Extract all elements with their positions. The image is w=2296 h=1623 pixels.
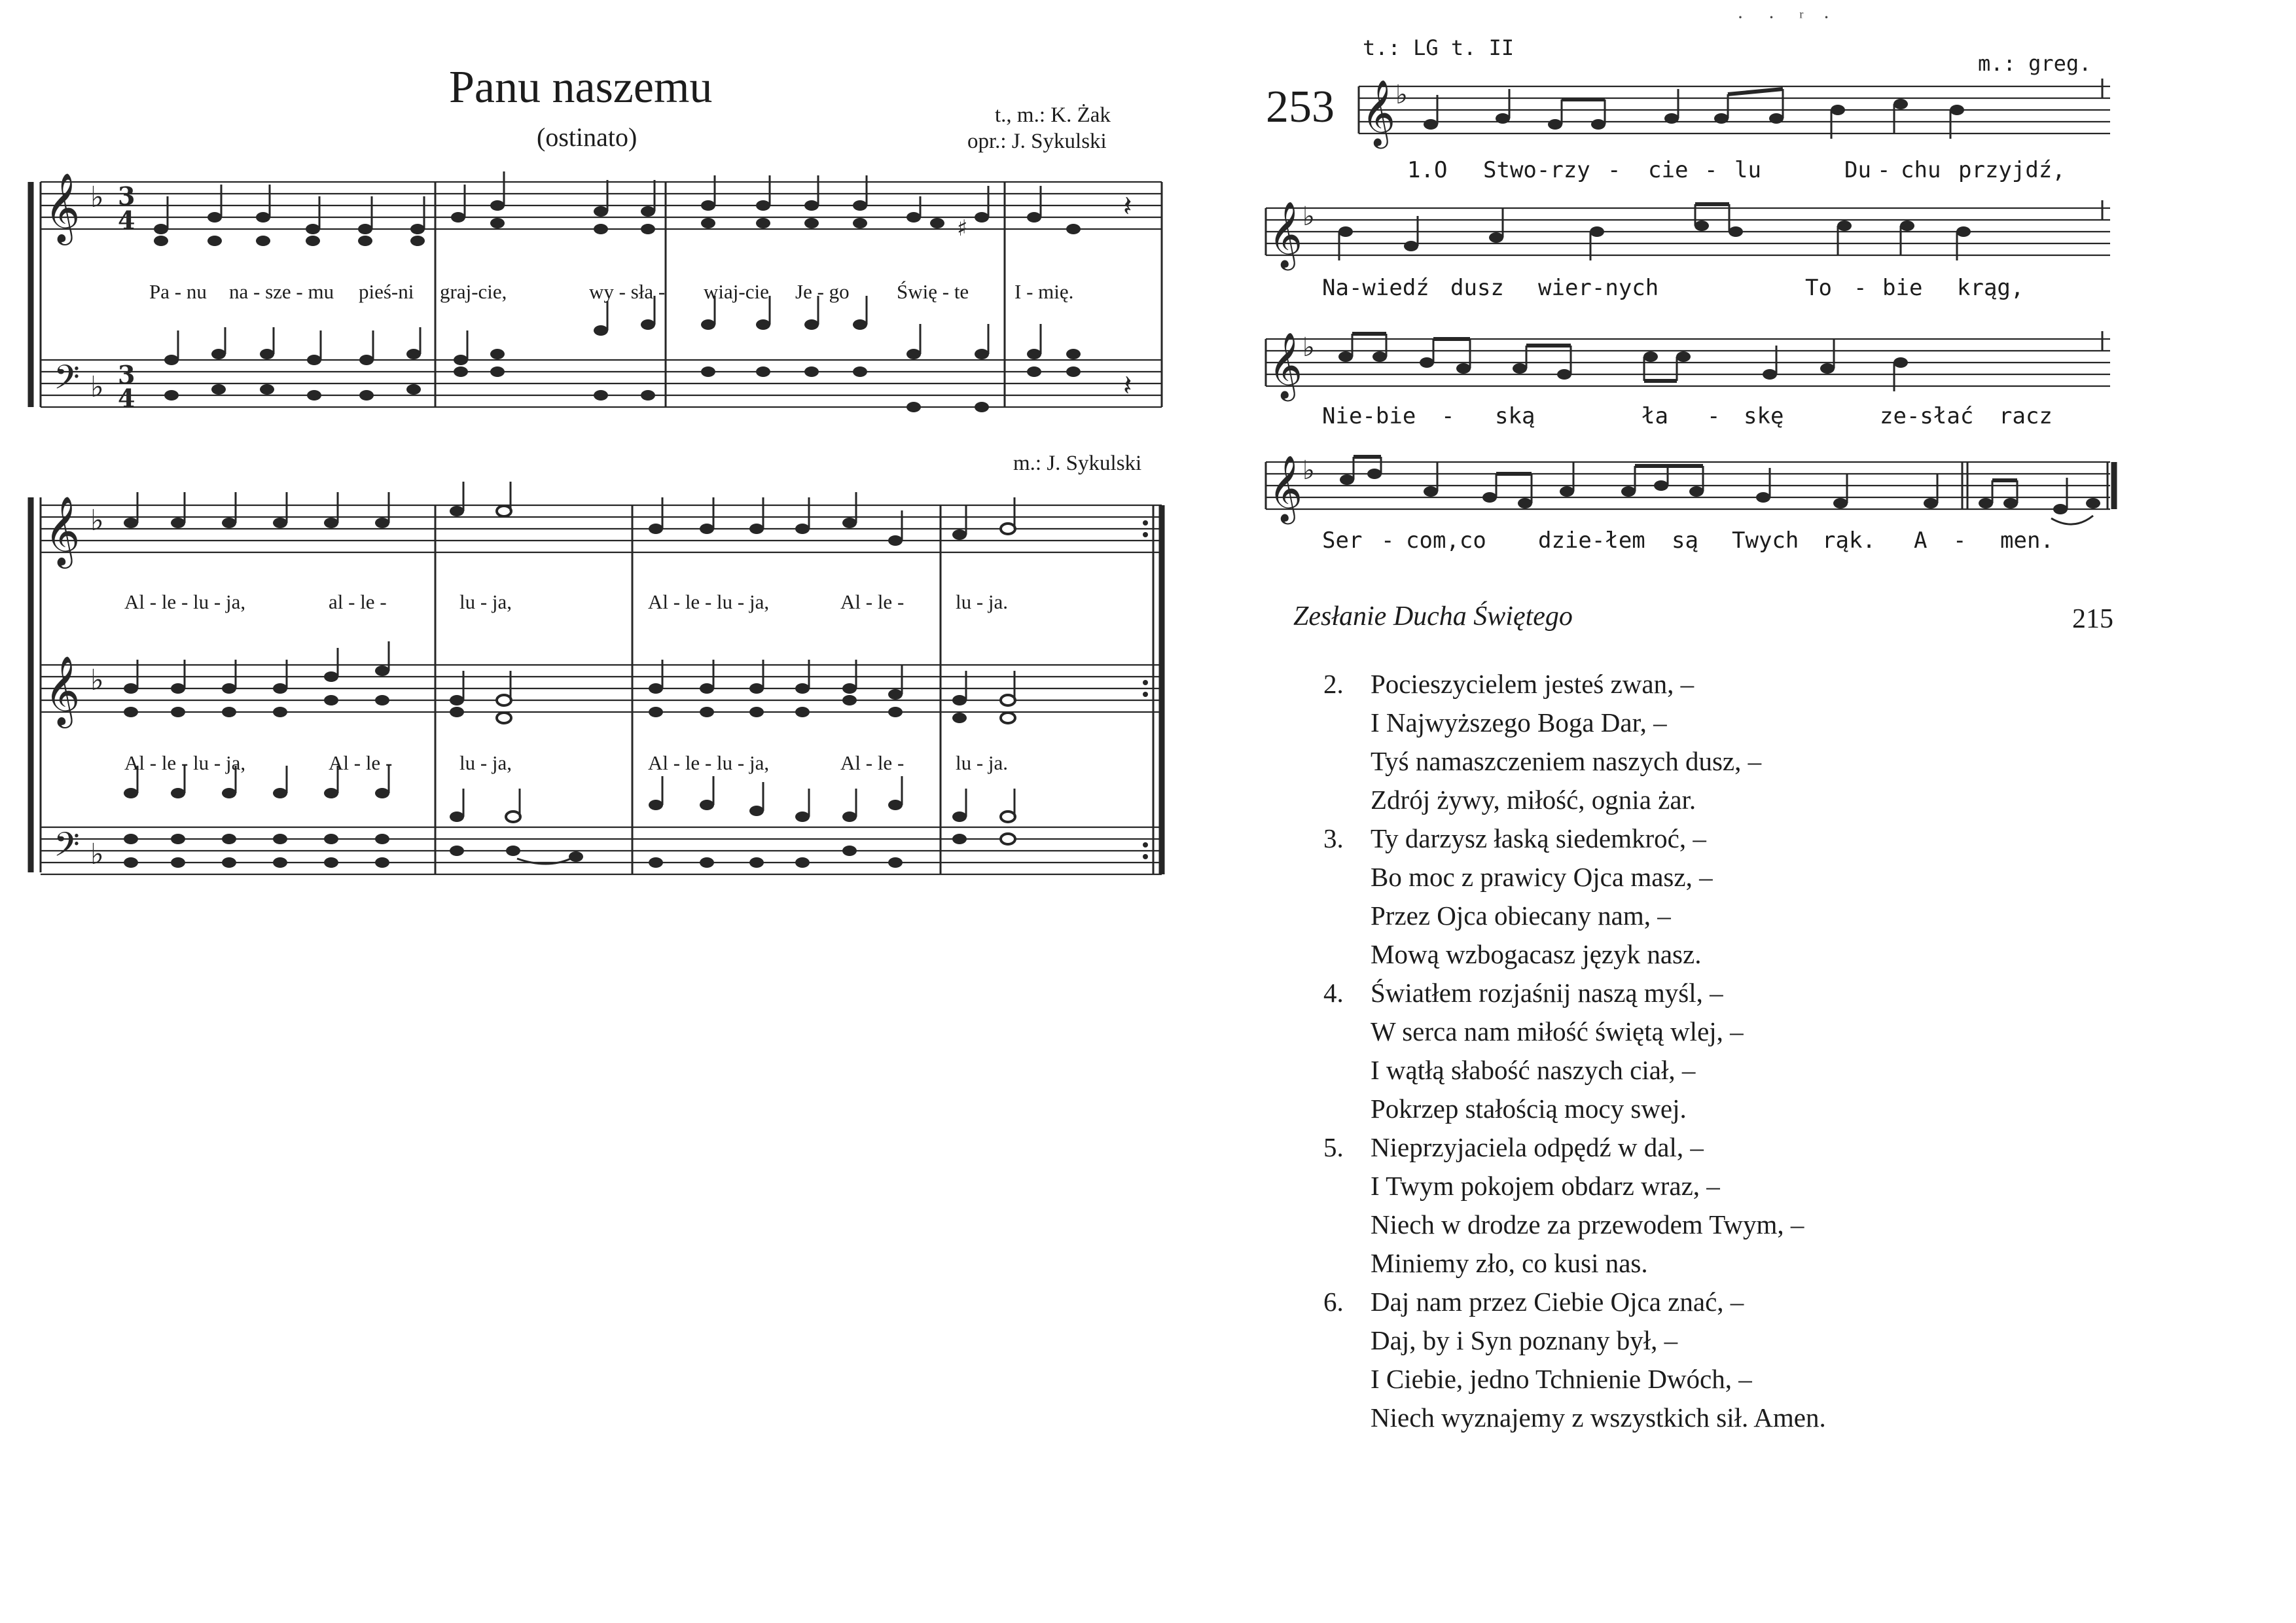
- hymn-lyric-16: bie: [1882, 275, 1923, 301]
- alleluia-mid-6: lu - ja.: [956, 751, 1009, 774]
- alleluia-mid-3: lu - ja,: [459, 751, 512, 774]
- treble-clef-icon: 𝄞: [45, 495, 81, 565]
- hymn-lyric-12: dusz: [1450, 275, 1504, 301]
- hymn-lyric-30: są: [1672, 527, 1698, 554]
- verse-line: Tyś namaszczeniem naszych dusz, –: [1371, 746, 1762, 776]
- verse-6: [1323, 1283, 1826, 1437]
- lyric-8: Świę - te: [897, 280, 969, 303]
- staff-line-1: [1359, 79, 2110, 149]
- hymn-lyric-28: com,co: [1406, 527, 1486, 554]
- lyric-7: Je - go: [795, 280, 850, 303]
- svg-text:𝄞: 𝄞: [1268, 200, 1303, 268]
- hymn-lyric-15: -: [1854, 275, 1867, 301]
- lyric-4: graj-cie,: [440, 280, 507, 303]
- verse-line: Niech wyznajemy z wszystkich sił. Amen.: [1371, 1402, 1826, 1433]
- alleluia-top-2: al - le -: [329, 590, 387, 613]
- hymn-lyric-11: Na-wiedź: [1322, 275, 1429, 301]
- hymn-lyric-18: Nie-bie: [1322, 403, 1416, 429]
- hymn-text-credit: t.: LG t. II: [1363, 35, 1515, 60]
- verse-5: [1323, 1128, 1804, 1283]
- hymn-lyric-1: 1.O: [1407, 157, 1448, 183]
- song-title: Panu naszemu: [449, 62, 713, 113]
- verse-number: 2.: [1323, 669, 1344, 699]
- hymn-lyric-26: Ser: [1322, 527, 1363, 554]
- right-page: [1148, 0, 2296, 1623]
- hymn-lyric-17: krąg,: [1957, 275, 2024, 301]
- lyric-2: na - sze - mu: [229, 280, 334, 303]
- treble-clef-icon: 𝄞: [45, 655, 81, 725]
- alleluia-mid-4: Al - le - lu - ja,: [648, 751, 770, 774]
- hymn-lyric-6: lu: [1734, 157, 1761, 183]
- hymn-lyric-24: ze-słać: [1880, 403, 1974, 429]
- hymn-lyric-8: -: [1877, 157, 1891, 183]
- verse-number: 6.: [1323, 1287, 1344, 1317]
- alleluia-mid-2: Al - le -: [329, 751, 393, 774]
- bass-clef-icon: 𝄢: [54, 825, 80, 872]
- verse-4: [1323, 974, 1744, 1128]
- verse-line: Daj, by i Syn poznany był, –: [1371, 1325, 1678, 1355]
- verse-line: I Twym pokojem obdarz wraz, –: [1371, 1171, 1720, 1201]
- verse-line: W serca nam miłość świętą wlej, –: [1371, 1016, 1744, 1046]
- hymn-lyric-32: rąk.: [1822, 527, 1876, 554]
- time-signature: 4: [118, 205, 135, 235]
- verse-number: 5.: [1323, 1132, 1344, 1162]
- alleluia-top-1: Al - le - lu - ja,: [124, 590, 246, 613]
- hymn-lyric-7: Du: [1844, 157, 1871, 183]
- hymn-lyric-29: dzie-łem: [1538, 527, 1645, 554]
- hymn-lyric-14: To: [1805, 275, 1832, 301]
- flat-icon: ♭: [90, 370, 104, 404]
- staff-line-4: [1266, 454, 2114, 525]
- rest-icon: 𝄽: [1123, 190, 1132, 223]
- verse-line: I Najwyższego Boga Dar, –: [1371, 707, 1667, 738]
- scan-marks: · · ʳ ·: [1737, 7, 1830, 28]
- flat-icon: ♭: [90, 504, 104, 537]
- svg-text:♭: ♭: [1395, 80, 1408, 110]
- rest-icon: 𝄽: [1123, 369, 1132, 402]
- verse-line: Nieprzyjaciela odpędź w dal, –: [1371, 1132, 1704, 1162]
- mid-staff-2: [41, 665, 1162, 712]
- hymn-lyric-3: -: [1607, 157, 1621, 183]
- flat-icon: ♭: [90, 181, 104, 214]
- bass-staff-2: [41, 827, 1162, 874]
- arrangement-credit: opr.: J. Sykulski: [967, 130, 1107, 153]
- verse-line: Światłem rozjaśnij naszą myśl, –: [1371, 978, 1723, 1008]
- verse-line: Ty darzysz łaską siedemkroć, –: [1371, 823, 1706, 853]
- hymn-lyric-2: Stwo-rzy: [1483, 157, 1590, 183]
- top-staff-2: [41, 505, 1162, 552]
- hymn-lyric-5: -: [1704, 157, 1718, 183]
- page-number: 215: [2072, 604, 2113, 634]
- hymn-lyric-35: men.: [2000, 527, 2054, 554]
- flat-icon: ♭: [90, 664, 104, 697]
- verse-line: Daj nam przez Ciebie Ojca znać, –: [1371, 1287, 1744, 1317]
- hymn-lyric-31: Twych: [1732, 527, 1799, 554]
- hymn-lyric-13: wier-nych: [1538, 275, 1659, 301]
- alleluia-mid-5: Al - le -: [840, 751, 905, 774]
- verse-line: Zdrój żywy, miłość, ognia żar.: [1371, 785, 1696, 815]
- alleluia-mid-1: Al - le - lu - ja,: [124, 751, 246, 774]
- verse-line: I wątłą słabość naszych ciał, –: [1371, 1055, 1696, 1085]
- mid-notes-2: [124, 641, 1015, 723]
- staff-line-3: [1266, 331, 2110, 402]
- hymn-lyric-34: -: [1953, 527, 1967, 554]
- svg-text:𝄞: 𝄞: [1361, 79, 1396, 146]
- hymn-lyric-33: A: [1914, 527, 1928, 554]
- verse-line: Przez Ojca obiecany nam, –: [1371, 901, 1671, 931]
- lyric-9: I - mię.: [1014, 280, 1074, 303]
- verse-line: I Ciebie, jedno Tchnienie Dwóch, –: [1371, 1364, 1752, 1394]
- svg-text:♭: ♭: [1302, 202, 1315, 232]
- song-subtitle: (ostinato): [537, 122, 637, 152]
- text-music-credit: t., m.: K. Żak: [995, 103, 1111, 127]
- alleluia-top-4: Al - le - lu - ja,: [648, 590, 770, 613]
- flat-icon: ♭: [90, 838, 104, 871]
- hymn-lyric-20: ską: [1495, 403, 1535, 429]
- hymn-lyric-9: chu: [1901, 157, 1941, 183]
- verse-line: Bo moc z prawicy Ojca masz, –: [1371, 862, 1713, 892]
- verse-line: Niech w drodze za przewodem Twym, –: [1371, 1209, 1804, 1240]
- lyric-3: pieś-ni: [359, 280, 414, 303]
- hymn-number: 253: [1266, 82, 1335, 132]
- svg-text:𝄞: 𝄞: [1268, 454, 1303, 522]
- lyric-1: Pa - nu: [149, 280, 207, 303]
- time-signature: 3: [118, 181, 135, 211]
- lyric-5: wy - sła -: [589, 280, 666, 303]
- sharp-icon: ♯: [957, 215, 968, 241]
- treble-clef-icon: 𝄞: [45, 172, 81, 242]
- verse-3: [1323, 819, 1713, 974]
- bass-notes-2: [124, 766, 1015, 868]
- treble-staff-1: [41, 182, 1162, 229]
- hymn-lyric-27: -: [1381, 527, 1395, 554]
- hymn-music-credit: m.: greg.: [1978, 51, 2092, 76]
- alleluia-top-6: lu - ja.: [956, 590, 1009, 613]
- verse-line: Pocieszycielem jesteś zwan, –: [1371, 669, 1695, 699]
- time-signature: 4: [118, 383, 135, 413]
- hymn-lyric-23: skę: [1744, 403, 1784, 429]
- verse-number: 4.: [1323, 978, 1344, 1008]
- staff-line-2: [1266, 200, 2110, 271]
- section-title: Zesłanie Ducha Świętego: [1293, 601, 1573, 632]
- verse-line: Miniemy zło, co kusi nas.: [1371, 1248, 1648, 1278]
- hymn-lyric-10: przyjdź,: [1958, 157, 2066, 183]
- svg-text:♭: ♭: [1302, 332, 1315, 363]
- verse-line: Pokrzep stałością mocy swej.: [1371, 1094, 1687, 1124]
- lyric-6: wiaj-cie: [704, 280, 769, 303]
- svg-text:♭: ♭: [1302, 455, 1315, 486]
- hymn-lyric-19: -: [1441, 403, 1455, 429]
- hymn-lyric-22: -: [1707, 403, 1721, 429]
- svg-text:𝄞: 𝄞: [1268, 331, 1303, 399]
- bass-clef-icon: 𝄢: [54, 357, 80, 405]
- music-credit-2: m.: J. Sykulski: [1013, 452, 1142, 475]
- verse-2: [1323, 665, 1762, 819]
- alleluia-top-5: Al - le -: [840, 590, 905, 613]
- verse-line: Mową wzbogacasz język nasz.: [1371, 939, 1702, 969]
- top-notes-2: [124, 482, 1015, 546]
- alleluia-top-3: lu - ja,: [459, 590, 512, 613]
- hymn-lyric-21: ła: [1641, 403, 1668, 429]
- hymn-lyric-25: racz: [1999, 403, 2053, 429]
- hymn-lyric-4: cie: [1648, 157, 1689, 183]
- verse-number: 3.: [1323, 823, 1344, 853]
- time-signature: 3: [118, 360, 135, 389]
